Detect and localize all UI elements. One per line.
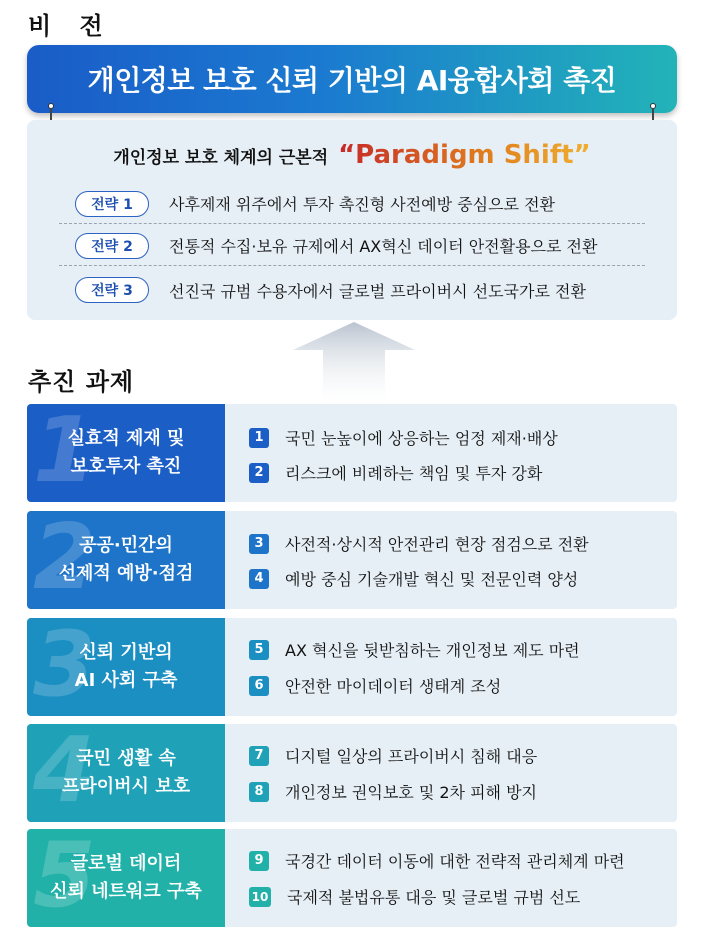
up-arrow-icon: [293, 322, 415, 410]
strategy-text: 전통적 수집·보유 규제에서 AX혁신 데이터 안전활용으로 전환: [169, 237, 598, 256]
task-items: [249, 829, 677, 927]
task-number-badge: 6: [249, 676, 269, 696]
task-group-title: 실효적 제재 및 보호투자 촉진: [67, 428, 185, 477]
task-number-badge: 5: [249, 640, 269, 660]
task-item-text: 사전적·상시적 안전관리 현장 점검으로 전환: [285, 535, 589, 554]
task-group-title: 글로벌 데이터 신뢰 네트워크 구축: [50, 853, 202, 902]
task-item-text: 국제적 불법유통 대응 및 글로벌 규범 선도: [287, 888, 581, 907]
strategy-badge: 전략 1: [75, 191, 149, 217]
panel-title: [27, 140, 677, 170]
task-item: [249, 674, 501, 697]
strategy-badge: 전략 3: [75, 277, 149, 303]
task-group-title: 공공·민간의 선제적 예방·점검: [58, 535, 194, 584]
task-item: [249, 426, 558, 449]
task-number-badge: 2: [249, 463, 269, 483]
task-items: [249, 511, 677, 609]
task-item: [249, 461, 542, 484]
vision-heading: 비 전: [28, 12, 113, 40]
strategy-row: [59, 184, 645, 224]
strategy-row: [59, 270, 645, 310]
task-group-title-box: [27, 829, 225, 927]
task-item-text: 예방 중심 기술개발 혁신 및 전문인력 양성: [285, 570, 579, 589]
task-item: [249, 849, 625, 872]
vision-banner: 개인정보 보호 신뢰 기반의 AI융합사회 촉진: [27, 45, 677, 113]
strategy-text: 선진국 규범 수용자에서 글로벌 프라이버시 선도국가로 전환: [169, 281, 586, 301]
task-item: [249, 780, 537, 803]
task-number-badge: 8: [249, 782, 269, 802]
task-group-index: 2: [33, 511, 96, 609]
task-number-badge: 1: [249, 428, 269, 448]
strategy-row: [59, 226, 645, 266]
task-group: [27, 511, 677, 609]
task-number-badge: 3: [249, 534, 269, 554]
task-item-text: AX 혁신을 뒷받침하는 개인정보 제도 마련: [285, 641, 580, 660]
task-number-badge: 10: [249, 887, 271, 907]
task-number-badge: 4: [249, 569, 269, 589]
task-item-text: 디지털 일상의 프라이버시 침해 대응: [285, 747, 538, 766]
task-group-index: 5: [33, 829, 96, 927]
task-item: [249, 567, 578, 590]
task-items: [249, 404, 677, 502]
task-item: [249, 638, 580, 661]
task-group-title: 국민 생활 속 프라이버시 보호: [62, 748, 190, 797]
strategy-text: 사후제재 위주에서 투자 촉진형 사전예방 중심으로 전환: [169, 195, 556, 214]
task-number-badge: 9: [249, 851, 269, 871]
task-item: [249, 744, 537, 767]
task-item-text: 국경간 데이터 이동에 대한 전략적 관리체계 마련: [285, 852, 625, 871]
task-items: [249, 724, 677, 822]
task-group: [27, 618, 677, 716]
task-group-index: 3: [33, 618, 96, 716]
task-item-text: 안전한 마이데이터 생태계 조성: [285, 677, 502, 696]
task-item-text: 개인정보 권익보호 및 2차 피해 방지: [285, 783, 537, 802]
task-group-title-box: [27, 404, 225, 502]
paradigm-shift-text: “Paradigm Shift”: [338, 140, 591, 170]
panel-title-text: 개인정보 보호 체계의 근본적: [113, 148, 329, 168]
task-item: [249, 532, 589, 555]
task-group-title-box: [27, 724, 225, 822]
strategy-badge: 전략 2: [75, 233, 149, 259]
task-item: [249, 885, 580, 908]
task-group-index: 1: [33, 404, 96, 502]
task-number-badge: 7: [249, 746, 269, 766]
task-group: [27, 404, 677, 502]
task-group: [27, 829, 677, 927]
task-group-title-box: [27, 511, 225, 609]
task-group-index: 4: [33, 724, 96, 822]
tasks-heading: 추진 과제: [28, 368, 135, 396]
task-group: [27, 724, 677, 822]
vision-panel: [27, 120, 677, 320]
task-group-title: 신뢰 기반의 AI 사회 구축: [74, 642, 178, 691]
task-group-title-box: [27, 618, 225, 716]
task-items: [249, 618, 677, 716]
task-item-text: 리스크에 비례하는 책임 및 투자 강화: [285, 464, 543, 483]
task-item-text: 국민 눈높이에 상응하는 엄정 제재·배상: [285, 429, 558, 448]
